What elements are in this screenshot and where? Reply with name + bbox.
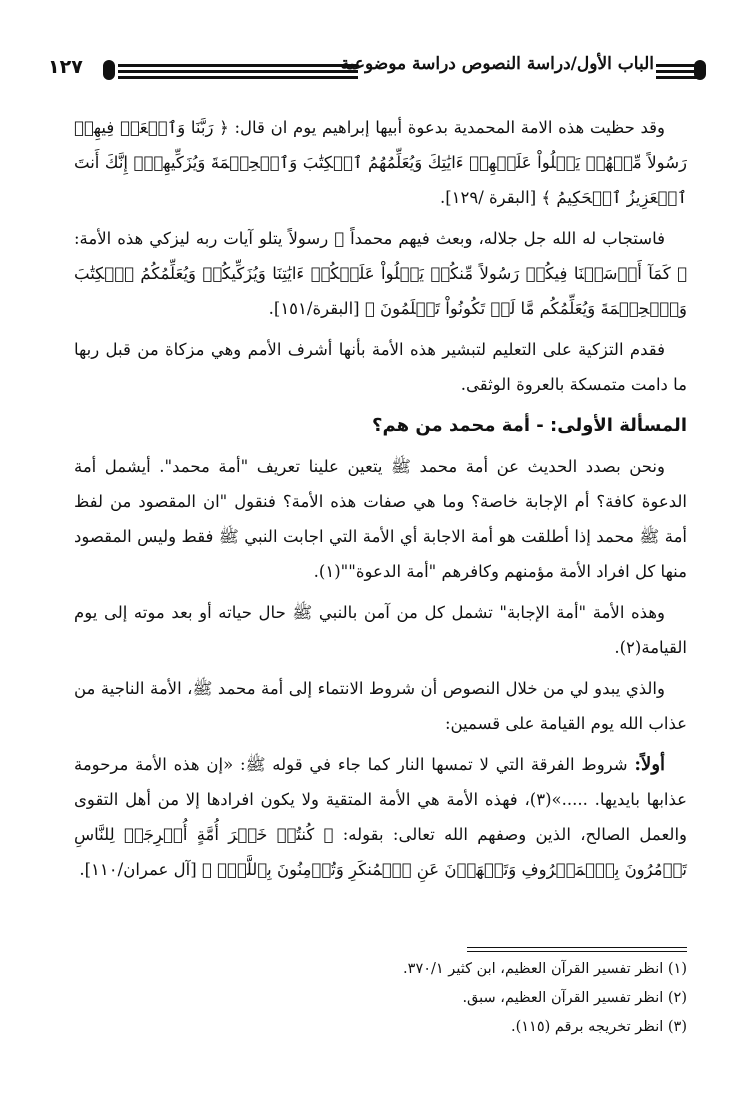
paragraph-4: ونحن بصدد الحديث عن أمة محمد ﷺ يتعين علينا تعريف "أمة محمد". أيشمل أمة الدعوة كافة؟ أم الإجابة خاصة؟ وما هي صفات هذه الأمة؟ فنقول "ان المقصود من لفظ أمة ﷺ محمد إذا أطلقت هو أمة الاجابة أي الأمة التي اجابت النبي ﷺ فقط وليس المقصود منها كل افراد الأمة مؤمنهم وكافرهم "أمة الدعوة""(١). [74, 457, 687, 581]
paragraph-3: فقدم التزكية على التعليم لتبشير هذه الأمة بأنها أشرف الأمم وهي مزكاة من قبل ربها ما دامت متمسكة بالعروة الوثقى. [74, 340, 687, 394]
footnote-3: (٣) انظر تخريجه برقم (١١٥). [510, 1019, 687, 1035]
footnote-2: (٢) انظر تفسير القرآن العظيم، سبق. [462, 990, 687, 1006]
paragraph-7-text: شروط الفرقة التي لا تمسها النار كما جاء في قوله ﷺ: «إن هذه الأمة مرحومة عذابها بايديها. .....»(٣)، فهذه الأمة هي الأمة المتقية ولا يكون افرادها إلا من أهل التقوى والعمل الصالح، الذين وصفهم الله تعالى: بقوله: ﴿ كُنتُمۡ خَيۡرَ أُمَّةٍ أُخۡرِجَتۡ لِلنَّاسِ تَأۡمُرُونَ بِٱلۡمَعۡرُوفِ وَتَنۡهَوۡنَ عَنِ ٱلۡمُنكَرِ وَتُؤۡمِنُونَ بِٱللَّهِۗ ﴾ [آل عمران/١١٠]. [74, 755, 687, 879]
page-header [48, 52, 710, 92]
paragraph-5: وهذه الأمة "أمة الإجابة" تشمل كل من آمن بالنبي ﷺ حال حياته أو بعد موته إلى يوم القيامة(٢). [74, 603, 687, 657]
paragraph-6: والذي يبدو لي من خلال النصوص أن شروط الانتماء إلى أمة محمد ﷺ، الأمة الناجية من عذاب الله يوم القيامة على قسمين: [74, 679, 687, 733]
chapter-title: الباب الأول/دراسة النصوص دراسة موضوعية [340, 54, 654, 74]
header-ornament-right [694, 60, 706, 80]
header-ornament-left [103, 60, 115, 80]
main-text [74, 110, 687, 893]
section-heading: المسألة الأولى: - أمة محمد من هم؟ [372, 415, 687, 436]
header-rule-left [118, 64, 358, 82]
page-number: ١٢٧ [48, 56, 83, 78]
footnote-1: (١) انظر تفسير القرآن العظيم، ابن كثير ٣٧٠/١. [403, 961, 687, 977]
footnote-rule [467, 947, 687, 948]
footnotes [74, 955, 687, 1042]
paragraph-7-label: أولاً: [634, 754, 666, 775]
footnote-rule-second [467, 951, 687, 952]
paragraph-7 [74, 747, 687, 887]
paragraph-2: فاستجاب له الله جل جلاله، وبعث فيهم محمداً ﷺ رسولاً يتلو آيات ربه ليزكي هذه الأمة: ﴿ كَمَآ أَرۡسَلۡنَا فِيكُمۡ رَسُولاً مِّنكُمۡ يَتۡلُواْ عَلَيۡكُمۡ ءَايَٰتِنَا وَيُزَكِّيكُمۡ وَيُعَلِّمُكُمُ ٱلۡكِتَٰبَ وَٱلۡحِكۡمَةَ وَيُعَلِّمُكُم مَّا لَمۡ تَكُونُواْ تَعۡلَمُونَ ﴾ [البقرة/١٥١]. [74, 229, 687, 318]
paragraph-1: وقد حظيت هذه الامة المحمدية بدعوة أبيها إبراهيم يوم ان قال: ﴿ رَبَّنَا وَٱبۡعَثۡ فِيهِمۡ رَسُولاً مِّنۡهُمۡ يَتۡلُواْ عَلَيۡهِمۡ ءَايَٰتِكَ وَيُعَلِّمُهُمُ ٱلۡكِتَٰبَ وَٱلۡحِكۡمَةَ وَيُزَكِّيهِمۡۚ إِنَّكَ أَنتَ ٱلۡعَزِيزُ ٱلۡحَكِيمُ ﴾ [البقرة /١٢٩]. [74, 118, 687, 207]
